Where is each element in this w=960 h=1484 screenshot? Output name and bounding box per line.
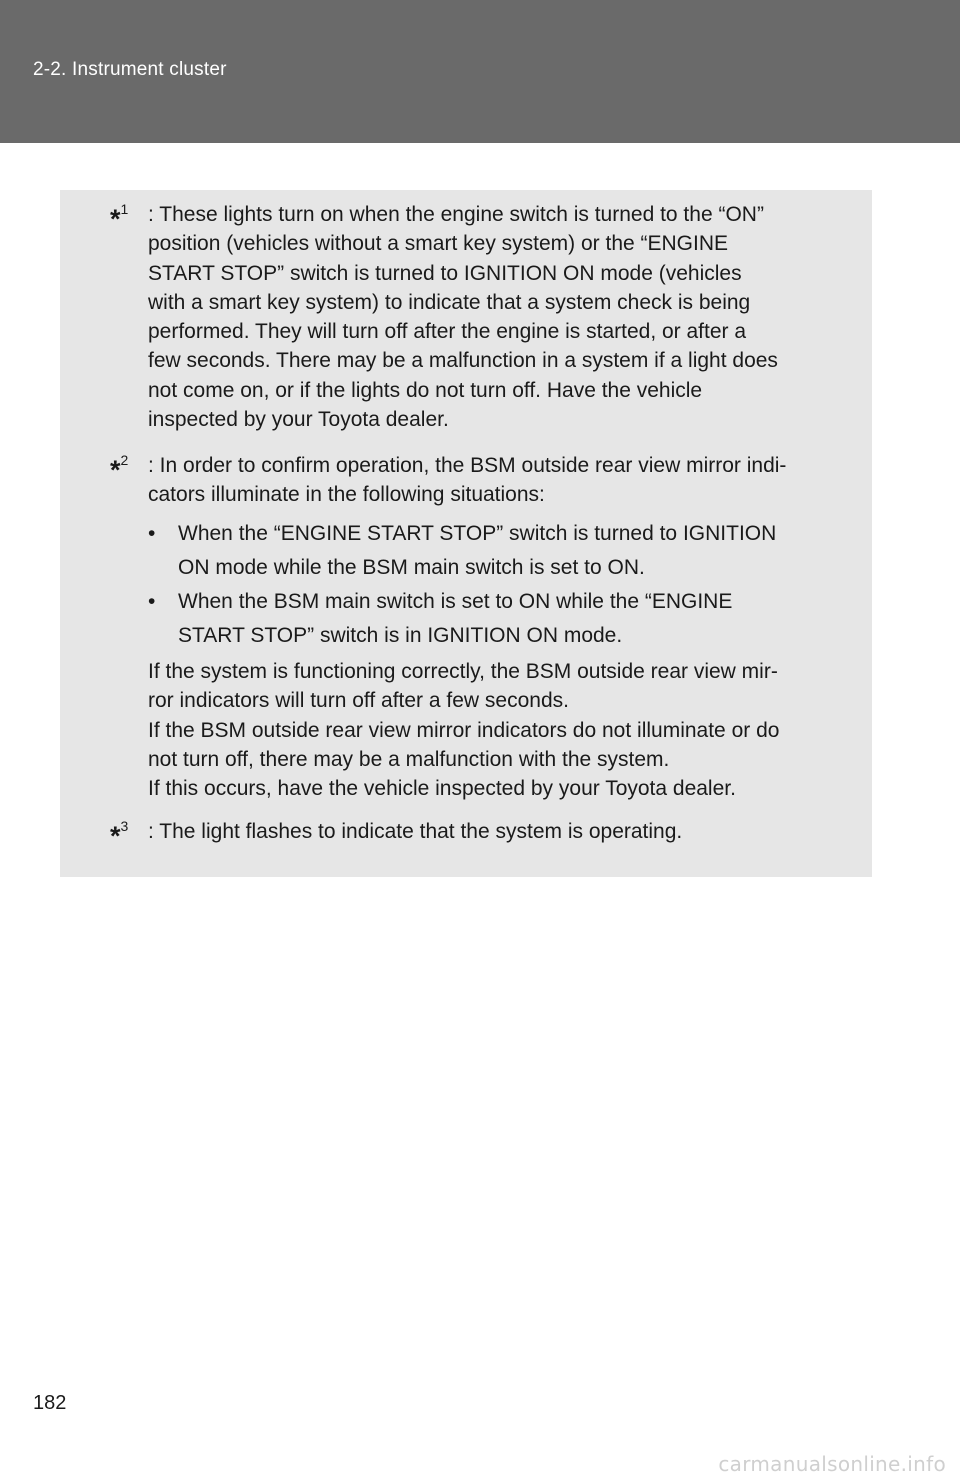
bullet-line: When the “ENGINE START STOP” switch is turned to IGNITION xyxy=(178,522,777,545)
bullet-icon: • xyxy=(148,590,156,613)
note-1-line: not come on, or if the lights do not turn off. Have the vehicle xyxy=(148,378,703,402)
paragraph-line: If this occurs, have the vehicle inspected by your Toyota dealer. xyxy=(148,777,736,801)
note-1-line: few seconds. There may be a malfunction in a system if a light does xyxy=(148,349,778,373)
bullet-line: ON mode while the BSM main switch is set to ON. xyxy=(178,556,645,579)
list-item xyxy=(148,517,838,585)
note-1 xyxy=(110,200,838,434)
watermark: carmanualsonline.info xyxy=(718,1452,946,1476)
note-2-bullet-list xyxy=(148,517,838,653)
bullet-line: When the BSM main switch is set to ON while the “ENGINE xyxy=(178,590,733,613)
section-title: 2-2. Instrument cluster xyxy=(33,59,227,80)
note-2-paragraph xyxy=(148,657,838,803)
asterisk-icon: * xyxy=(110,455,121,485)
section-header-band xyxy=(0,0,960,143)
note-3-marker xyxy=(110,817,128,850)
note-2 xyxy=(110,451,838,510)
list-item xyxy=(148,585,838,653)
note-2-line: cators illuminate in the following situations: xyxy=(148,483,545,507)
bullet-icon: • xyxy=(148,522,156,545)
note-2-line: : In order to confirm operation, the BSM outside rear view mirror indi- xyxy=(148,454,787,477)
asterisk-icon: * xyxy=(110,821,121,851)
page-number: 182 xyxy=(33,1392,67,1414)
note-2-number: 2 xyxy=(120,452,129,468)
paragraph-line: ror indicators will turn off after a few seconds. xyxy=(148,689,569,713)
paragraph-line: If the BSM outside rear view mirror indicators do not illuminate or do xyxy=(148,718,780,742)
note-3 xyxy=(110,817,838,851)
note-3-number: 3 xyxy=(120,818,129,834)
paragraph-line: not turn off, there may be a malfunction with the system. xyxy=(148,747,670,771)
asterisk-icon: * xyxy=(110,204,121,234)
note-1-line: position (vehicles without a smart key system) or the “ENGINE xyxy=(148,232,729,256)
note-1-line: : These lights turn on when the engine switch is turned to the “ON” xyxy=(148,203,764,226)
paragraph-line: If the system is functioning correctly, the BSM outside rear view mir- xyxy=(148,660,778,683)
note-3-line: : The light flashes to indicate that the system is operating. xyxy=(148,820,683,843)
note-1-line: inspected by your Toyota dealer. xyxy=(148,408,449,432)
note-1-line: performed. They will turn off after the engine is started, or after a xyxy=(148,320,747,344)
note-1-line: with a smart key system) to indicate that a system check is being xyxy=(148,290,751,314)
note-1-marker xyxy=(110,200,128,233)
note-2-marker xyxy=(110,451,128,484)
note-1-line: START STOP” switch is turned to IGNITION ON mode (vehicles xyxy=(148,261,742,285)
note-1-number: 1 xyxy=(120,201,129,217)
bullet-line: START STOP” switch is in IGNITION ON mode. xyxy=(178,624,623,647)
